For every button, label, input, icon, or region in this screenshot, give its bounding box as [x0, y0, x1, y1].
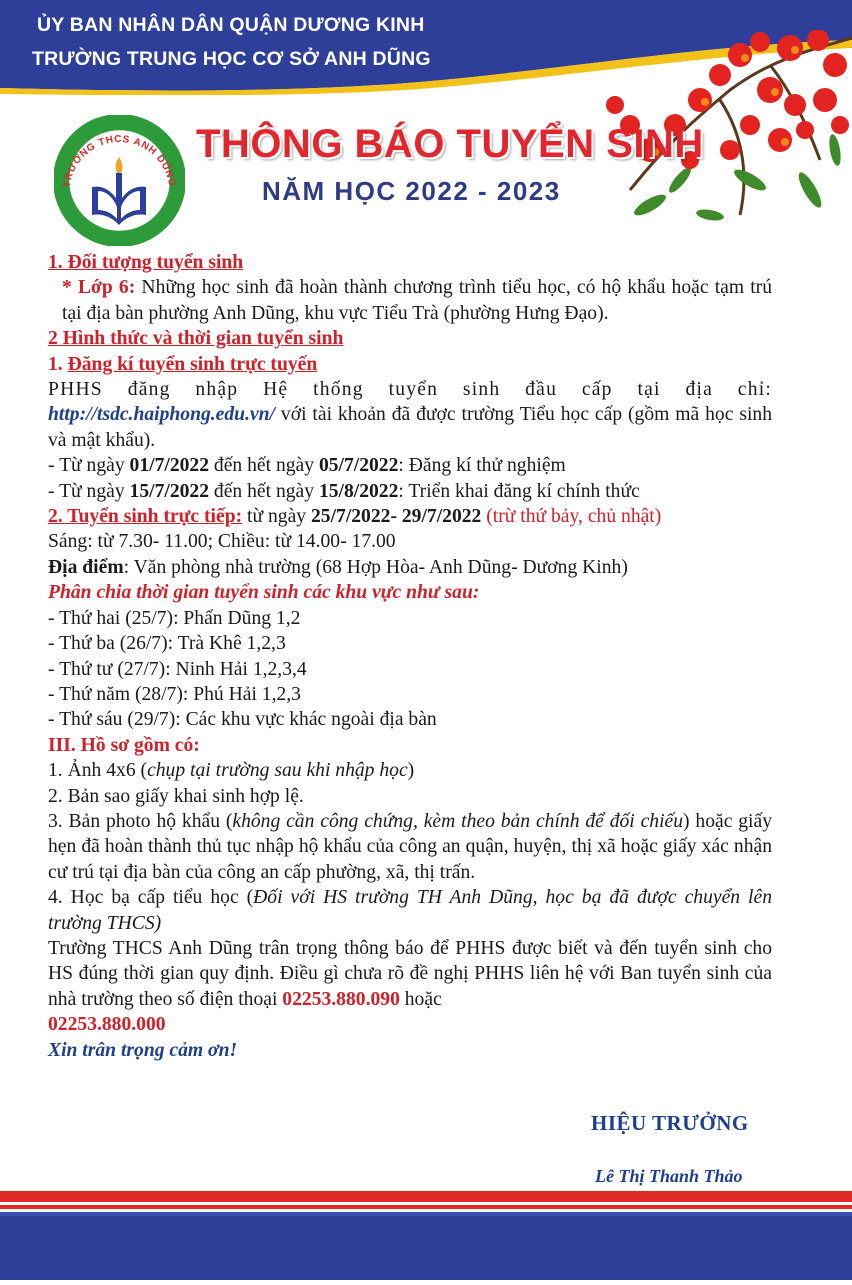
- document-item-3: [48, 809, 772, 885]
- online-registration-number: 1.: [48, 353, 68, 375]
- item4-a: 4. Học bạ cấp tiểu học (: [48, 887, 254, 909]
- principal-title: HIỆU TRƯỞNG: [591, 1111, 749, 1135]
- schedule-heading: Phân chia thời gian tuyển sinh các khu vực như sau:: [48, 582, 480, 604]
- section-1-paragraph: [48, 275, 772, 326]
- document-item-2: 2. Bản sao giấy khai sinh hợp lệ.: [48, 785, 304, 807]
- notice-title: THÔNG BÁO TUYỂN SINH: [196, 122, 704, 166]
- item1-italic: chụp tại trường sau khi nhập học: [147, 760, 408, 782]
- official-b: đến hết ngày: [209, 480, 319, 502]
- online-intro: PHHS đăng nhập Hệ thống tuyển sinh đầu cấp tại địa chỉ:: [48, 379, 772, 401]
- item3-b: ) hoặc giấy hẹn đã hoàn thành thủ tục nhập hộ khẩu của công an quận, huyện, thị xã hoặc giấy xác nhận cư trú tại địa bàn của công an cấp phường, xã, thị trấn.: [48, 810, 772, 883]
- footer-band: [0, 1186, 852, 1280]
- phone-number-1: 02253.880.090: [282, 988, 400, 1010]
- direct-dates: 25/7/2022- 29/7/2022: [310, 506, 482, 528]
- official-period: [48, 479, 772, 504]
- schedule-item: - Thứ sáu (29/7): Các khu vực khác ngoài địa bàn: [48, 709, 437, 731]
- location-text: : Văn phòng nhà trường (68 Hợp Hòa- Anh Dũng- Dương Kinh): [123, 556, 628, 578]
- schedule-item: - Thứ năm (28/7): Phú Hải 1,2,3: [48, 683, 301, 705]
- official-c: : Triển khai đăng kí chính thức: [398, 480, 640, 502]
- thanks-line: Xin trân trọng cảm ơn!: [48, 1039, 238, 1061]
- notice-body: [48, 250, 772, 1063]
- location-label: Địa điểm: [48, 556, 124, 578]
- item1-b: ): [407, 760, 415, 782]
- schedule-item: - Thứ tư (27/7): Ninh Hải 1,2,3,4: [48, 658, 307, 680]
- location: [48, 555, 772, 580]
- trial-end-date: 05/7/2022: [318, 455, 399, 477]
- grade-6-text: Những học sinh đã hoàn thành chương trình tiểu học, có hộ khẩu hoặc tạm trú tại địa bàn phường Anh Dũng, khu vực Tiểu Trà (phường Hưng Đạo).: [62, 277, 772, 324]
- trial-period: [48, 453, 772, 478]
- school-logo: [54, 115, 185, 246]
- section-3-heading: III. Hồ sơ gồm có:: [48, 734, 200, 756]
- section-2-heading: 2 Hình thức và thời gian tuyển sinh: [48, 328, 344, 350]
- header-line-1: ỦY BAN NHÂN DÂN QUẬN DƯƠNG KINH: [37, 14, 425, 36]
- document-item-4: [48, 885, 772, 936]
- grade-6-label: * Lớp 6:: [62, 277, 136, 299]
- header-line-2: TRƯỜNG TRUNG HỌC CƠ SỞ ANH DŨNG: [32, 48, 431, 70]
- direct-note: (trừ thứ bảy, chủ nhật): [481, 506, 662, 528]
- official-start-date: 15/7/2022: [129, 480, 210, 502]
- school-year-subtitle: NĂM HỌC 2022 - 2023: [262, 176, 561, 206]
- phone-number-2: 02253.880.000: [48, 1014, 166, 1036]
- item4-italic: Đối với HS trường TH Anh Dũng, học bạ đã được chuyển lên trường THCS): [48, 887, 772, 934]
- online-rest: với tài khoản đã được trường Tiểu học cấp (gồm mã học sinh và mật khẩu).: [48, 404, 772, 451]
- principal-name: Lê Thị Thanh Thảo: [595, 1166, 743, 1186]
- item3-italic: không cần công chứng, kèm theo bản chính để đối chiếu: [232, 810, 684, 832]
- direct-registration: [48, 504, 772, 529]
- direct-registration-title: 2. Tuyển sinh trực tiếp:: [48, 506, 243, 528]
- schedule-item: - Thứ hai (25/7): Phấn Dũng 1,2: [48, 607, 301, 629]
- logo-text: TRƯỜNG THCS ANH DŨNG: [61, 133, 178, 188]
- schedule-item: - Thứ ba (26/7): Trà Khê 1,2,3: [48, 633, 286, 655]
- trial-b: đến hết ngày: [209, 455, 319, 477]
- closing-paragraph: [48, 936, 772, 1038]
- official-end-date: 15/8/2022: [318, 480, 399, 502]
- online-registration-heading: [48, 352, 772, 377]
- section-1-heading: 1. Đối tượng tuyển sinh: [48, 252, 244, 273]
- document-item-1: [48, 758, 772, 783]
- trial-start-date: 01/7/2022: [129, 455, 210, 477]
- closing-or: hoặc: [399, 988, 442, 1010]
- registration-url-link[interactable]: http://tsdc.haiphong.edu.vn/: [48, 404, 276, 426]
- item3-a: 3. Bản photo hộ khẩu (: [48, 810, 233, 832]
- official-a: - Từ ngày: [48, 480, 130, 502]
- closing-text: Trường THCS Anh Dũng trân trọng thông báo để PHHS được biết và đến tuyển sinh cho HS đúng thời gian quy định. Điều gì chưa rõ đề nghị PHHS liên hệ với Ban tuyển sinh của nhà trường theo số điện thoại: [48, 937, 772, 1010]
- trial-c: : Đăng kí thử nghiệm: [398, 455, 566, 477]
- office-hours: Sáng: từ 7.30- 11.00; Chiều: từ 14.00- 17.00: [48, 531, 396, 553]
- direct-a: từ ngày: [242, 506, 311, 528]
- trial-a: - Từ ngày: [48, 455, 130, 477]
- item1-a: 1. Ảnh 4x6 (: [48, 760, 148, 782]
- online-paragraph: [48, 402, 772, 453]
- online-registration-title: Đăng kí tuyển sinh trực tuyến: [67, 353, 318, 375]
